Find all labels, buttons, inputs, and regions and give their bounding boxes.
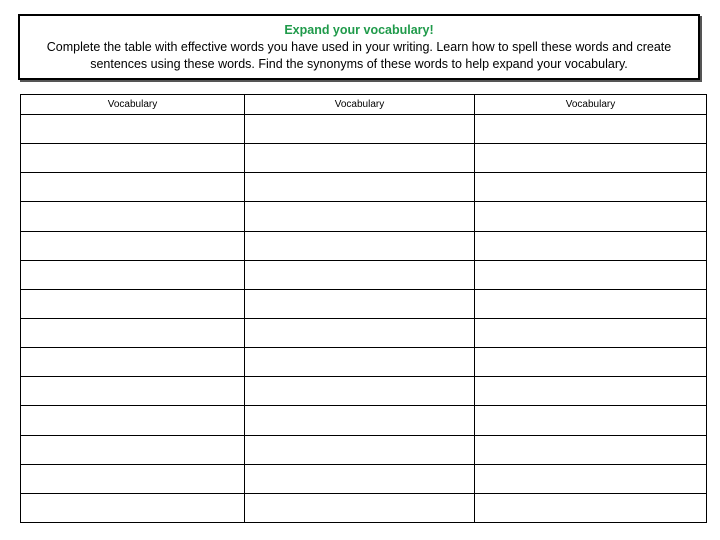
vocabulary-cell[interactable]: [245, 289, 475, 318]
table-row: [21, 464, 707, 493]
table-row: [21, 231, 707, 260]
vocabulary-cell[interactable]: [21, 231, 245, 260]
vocabulary-cell[interactable]: [21, 464, 245, 493]
vocabulary-cell[interactable]: [245, 231, 475, 260]
vocabulary-cell[interactable]: [475, 231, 707, 260]
vocabulary-cell[interactable]: [21, 493, 245, 522]
vocabulary-cell[interactable]: [245, 464, 475, 493]
instructions-box: [18, 14, 700, 80]
vocabulary-cell[interactable]: [21, 115, 245, 144]
column-header-1: Vocabulary: [21, 95, 245, 115]
vocabulary-cell[interactable]: [21, 435, 245, 464]
vocabulary-cell[interactable]: [475, 406, 707, 435]
vocabulary-cell[interactable]: [245, 377, 475, 406]
vocabulary-cell[interactable]: [475, 289, 707, 318]
column-header-3: Vocabulary: [475, 95, 707, 115]
table-row: [21, 289, 707, 318]
header-row: [21, 95, 707, 115]
vocabulary-cell[interactable]: [21, 318, 245, 347]
vocabulary-cell[interactable]: [245, 202, 475, 231]
vocabulary-cell[interactable]: [245, 406, 475, 435]
table-row: [21, 348, 707, 377]
table-row: [21, 435, 707, 464]
vocabulary-cell[interactable]: [475, 202, 707, 231]
table-row: [21, 406, 707, 435]
vocabulary-cell[interactable]: [21, 377, 245, 406]
worksheet-instructions: Complete the table with effective words you have used in your writing. Learn how to spell these words and create sentences using these words. Find the synonyms of these words to help expand your vocabulary.: [46, 40, 672, 71]
vocabulary-table: [20, 94, 707, 523]
vocabulary-cell[interactable]: [245, 260, 475, 289]
table-row: [21, 202, 707, 231]
vocabulary-cell[interactable]: [21, 406, 245, 435]
vocabulary-cell[interactable]: [475, 173, 707, 202]
vocabulary-cell[interactable]: [21, 260, 245, 289]
vocabulary-cell[interactable]: [475, 377, 707, 406]
vocabulary-cell[interactable]: [475, 260, 707, 289]
vocabulary-cell[interactable]: [21, 173, 245, 202]
table-row: [21, 260, 707, 289]
vocabulary-cell[interactable]: [21, 289, 245, 318]
vocabulary-cell[interactable]: [21, 348, 245, 377]
table-body: [21, 115, 707, 523]
table-row: [21, 493, 707, 522]
vocabulary-cell[interactable]: [475, 318, 707, 347]
table-row: [21, 377, 707, 406]
vocabulary-cell[interactable]: [475, 115, 707, 144]
vocabulary-cell[interactable]: [245, 493, 475, 522]
worksheet-title: Expand your vocabulary!: [284, 23, 434, 37]
vocabulary-cell[interactable]: [475, 144, 707, 173]
table-row: [21, 318, 707, 347]
vocabulary-cell[interactable]: [245, 348, 475, 377]
vocabulary-cell[interactable]: [475, 435, 707, 464]
vocabulary-cell[interactable]: [245, 435, 475, 464]
vocabulary-cell[interactable]: [245, 144, 475, 173]
vocabulary-cell[interactable]: [21, 144, 245, 173]
vocabulary-cell[interactable]: [21, 202, 245, 231]
table-row: [21, 144, 707, 173]
vocabulary-cell[interactable]: [245, 173, 475, 202]
table-row: [21, 115, 707, 144]
vocabulary-cell[interactable]: [245, 115, 475, 144]
vocabulary-cell[interactable]: [245, 318, 475, 347]
vocabulary-cell[interactable]: [475, 348, 707, 377]
column-header-2: Vocabulary: [245, 95, 475, 115]
vocabulary-cell[interactable]: [475, 493, 707, 522]
vocabulary-cell[interactable]: [475, 464, 707, 493]
table-row: [21, 173, 707, 202]
